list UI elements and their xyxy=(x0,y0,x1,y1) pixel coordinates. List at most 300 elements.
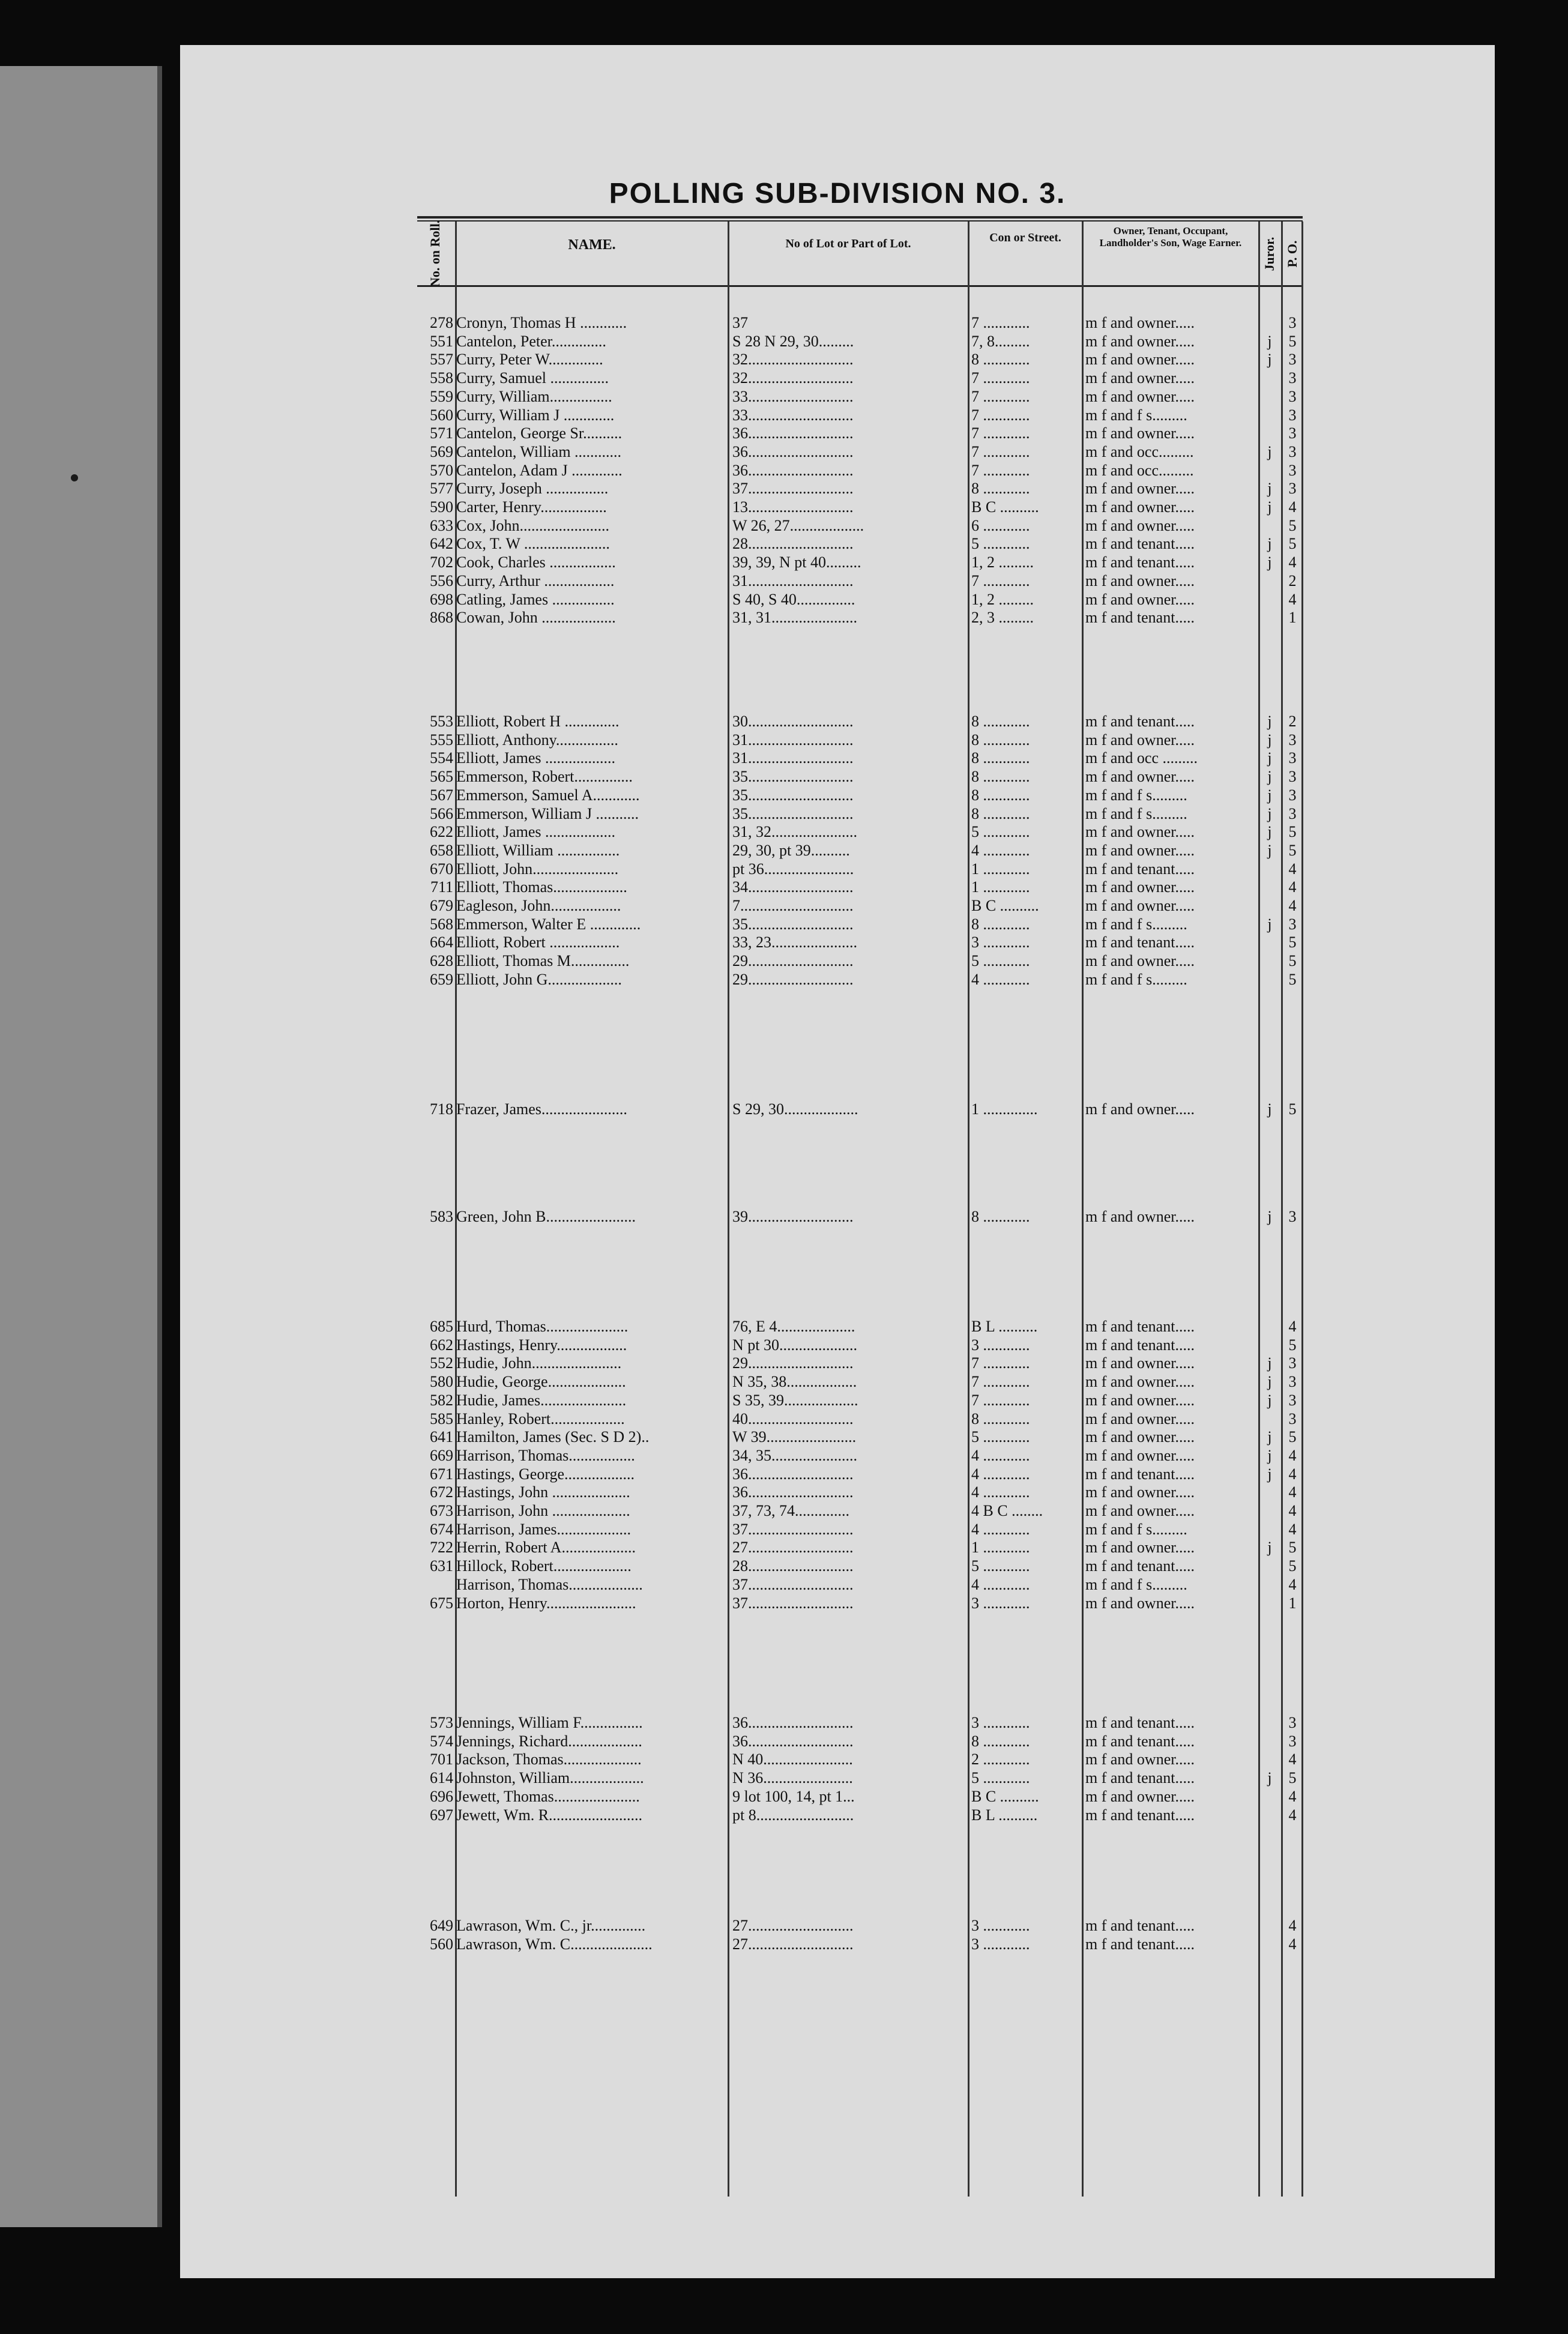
voter-row xyxy=(180,842,1495,860)
cell-occ: m f and owner..... xyxy=(1085,823,1195,841)
cell-po: 5 xyxy=(1288,970,1297,988)
cell-occ: m f and tenant..... xyxy=(1085,1935,1195,1953)
cell-occ: m f and owner..... xyxy=(1085,878,1195,896)
cell-lot: 29........................... xyxy=(732,952,854,970)
cell-lot: 36........................... xyxy=(732,424,854,442)
cell-con: 8 ............ xyxy=(971,480,1030,498)
voter-row xyxy=(180,1714,1495,1732)
cell-lot: 35........................... xyxy=(732,786,854,804)
page-gutter xyxy=(157,66,162,2227)
cell-con: 1 ............ xyxy=(971,1539,1030,1557)
cell-occ: m f and owner..... xyxy=(1085,1428,1195,1446)
cell-occ: m f and f s......... xyxy=(1085,970,1187,988)
cell-lot: 36........................... xyxy=(732,1465,854,1483)
cell-po: 3 xyxy=(1288,1391,1297,1409)
cell-roll: 552 xyxy=(430,1354,453,1372)
cell-roll: 590 xyxy=(430,498,453,516)
cell-con: B L .......... xyxy=(971,1318,1038,1335)
cell-occ: m f and owner..... xyxy=(1085,571,1195,590)
voter-row xyxy=(180,1806,1495,1824)
voter-row xyxy=(180,933,1495,951)
cell-roll: 711 xyxy=(430,878,453,896)
cell-lot: S 29, 30................... xyxy=(732,1100,858,1118)
cell-con: 3 ............ xyxy=(971,1336,1030,1354)
header-occupation: Owner, Tenant, Occupant, Landholder's Son, Wage Earner. xyxy=(1099,225,1242,249)
cell-con: 7 ............ xyxy=(971,1354,1030,1372)
voter-row xyxy=(180,1392,1495,1410)
cell-name: Hastings, George.................. xyxy=(456,1465,635,1483)
cell-occ: m f and owner..... xyxy=(1085,1483,1195,1501)
cell-occ: m f and owner..... xyxy=(1085,387,1195,405)
cell-lot: 32........................... xyxy=(732,351,854,369)
cell-roll: 577 xyxy=(430,480,453,498)
cell-name: Emmerson, Samuel A............ xyxy=(456,786,640,804)
voter-row xyxy=(180,1594,1495,1612)
cell-lot: 29........................... xyxy=(732,970,854,988)
cell-con: 7 ............ xyxy=(971,406,1030,424)
cell-occ: m f and owner..... xyxy=(1085,424,1195,442)
header-con: Con or Street. xyxy=(989,231,1061,244)
voter-row xyxy=(180,768,1495,786)
cell-roll: 868 xyxy=(430,609,453,627)
cell-name: Hudie, James...................... xyxy=(456,1391,627,1409)
voter-row xyxy=(180,1732,1495,1750)
cell-occ: m f and owner..... xyxy=(1085,1502,1195,1519)
voter-row xyxy=(180,1208,1495,1226)
cell-name: Elliott, James .................. xyxy=(456,823,616,841)
cell-lot: N 40....................... xyxy=(732,1750,853,1769)
cell-occ: m f and tenant..... xyxy=(1085,1732,1195,1750)
voter-row xyxy=(180,1465,1495,1483)
cell-roll: 571 xyxy=(430,424,453,442)
cell-con: 6 ............ xyxy=(971,516,1030,534)
cell-name: Elliott, Thomas M............... xyxy=(456,952,630,970)
cell-po: 4 xyxy=(1288,1318,1297,1335)
voter-row xyxy=(180,1788,1495,1806)
cell-occ: m f and tenant..... xyxy=(1085,609,1195,627)
cell-occ: m f and f s......... xyxy=(1085,804,1187,822)
voter-row xyxy=(180,860,1495,878)
cell-occ: m f and owner..... xyxy=(1085,590,1195,608)
cell-lot: 32........................... xyxy=(732,369,854,387)
page-title: POLLING SUB-DIVISION NO. 3. xyxy=(609,178,1066,210)
cell-con: B C .......... xyxy=(971,1787,1039,1805)
cell-po: 5 xyxy=(1288,1100,1297,1118)
cell-po: 4 xyxy=(1288,498,1297,516)
voter-row xyxy=(180,517,1495,535)
cell-roll: 556 xyxy=(430,571,453,590)
cell-occ: m f and owner..... xyxy=(1085,1594,1195,1612)
cell-jur: j xyxy=(1267,1354,1272,1372)
cell-name: Cowan, John ................... xyxy=(456,609,616,627)
top-rule xyxy=(417,216,1303,219)
cell-po: 3 xyxy=(1288,424,1297,442)
cell-con: 7 ............ xyxy=(971,571,1030,590)
cell-po: 4 xyxy=(1288,590,1297,608)
cell-po: 3 xyxy=(1288,314,1297,331)
cell-con: 3 ............ xyxy=(971,1935,1030,1953)
cell-con: 7 ............ xyxy=(971,1373,1030,1391)
cell-po: 3 xyxy=(1288,442,1297,460)
cell-occ: m f and tenant..... xyxy=(1085,1465,1195,1483)
cell-po: 4 xyxy=(1288,860,1297,878)
voter-row xyxy=(180,1750,1495,1769)
cell-occ: m f and owner..... xyxy=(1085,1208,1195,1225)
cell-roll: 580 xyxy=(430,1373,453,1391)
cell-roll: 696 xyxy=(430,1787,453,1805)
cell-con: 5 ............ xyxy=(971,952,1030,970)
cell-roll: 675 xyxy=(430,1594,453,1612)
cell-lot: 27........................... xyxy=(732,1917,854,1934)
cell-roll: 560 xyxy=(430,406,453,424)
voter-row xyxy=(180,897,1495,915)
cell-lot: N pt 30.................... xyxy=(732,1336,857,1354)
cell-con: 7 ............ xyxy=(971,387,1030,405)
cell-po: 4 xyxy=(1288,1575,1297,1593)
cell-po: 3 xyxy=(1288,749,1297,767)
voter-row xyxy=(180,1539,1495,1557)
cell-lot: 37 xyxy=(732,314,748,331)
cell-po: 3 xyxy=(1288,1732,1297,1750)
cell-name: Cox, T. W ...................... xyxy=(456,535,610,553)
cell-occ: m f and tenant..... xyxy=(1085,1769,1195,1787)
cell-name: Elliott, James .................. xyxy=(456,749,616,767)
cell-occ: m f and tenant..... xyxy=(1085,1917,1195,1934)
cell-occ: m f and owner..... xyxy=(1085,1391,1195,1409)
cell-name: Johnston, William................... xyxy=(456,1769,644,1787)
cell-po: 3 xyxy=(1288,786,1297,804)
cell-lot: 31, 31...................... xyxy=(732,609,857,627)
cell-name: Hudie, John....................... xyxy=(456,1354,622,1372)
cell-occ: m f and owner..... xyxy=(1085,480,1195,498)
cell-po: 5 xyxy=(1288,1539,1297,1557)
cell-po: 2 xyxy=(1288,713,1297,730)
cell-roll: 679 xyxy=(430,897,453,914)
cell-lot: 36........................... xyxy=(732,442,854,460)
cell-roll: 702 xyxy=(430,553,453,571)
header-rule xyxy=(417,285,1303,287)
cell-name: Curry, William J ............. xyxy=(456,406,615,424)
cell-po: 5 xyxy=(1288,952,1297,970)
cell-con: 8 ............ xyxy=(971,731,1030,749)
cell-roll: 567 xyxy=(430,786,453,804)
voter-row xyxy=(180,1447,1495,1465)
cell-jur: j xyxy=(1267,804,1272,822)
cell-lot: 36........................... xyxy=(732,1483,854,1501)
cell-con: 4 ............ xyxy=(971,970,1030,988)
cell-roll: 555 xyxy=(430,731,453,749)
voter-row xyxy=(180,1354,1495,1372)
cell-name: Emmerson, Walter E ............. xyxy=(456,915,641,933)
cell-jur: j xyxy=(1267,1446,1272,1464)
cell-con: 5 ............ xyxy=(971,1557,1030,1575)
cell-po: 5 xyxy=(1288,332,1297,350)
cell-name: Curry, Arthur .................. xyxy=(456,571,615,590)
cell-con: 8 ............ xyxy=(971,786,1030,804)
voter-row xyxy=(180,731,1495,749)
cell-po: 3 xyxy=(1288,1410,1297,1428)
cell-lot: 39........................... xyxy=(732,1208,854,1225)
voter-row xyxy=(180,952,1495,970)
cell-name: Eagleson, John.................. xyxy=(456,897,621,914)
voter-row xyxy=(180,1100,1495,1118)
cell-roll: 631 xyxy=(430,1557,453,1575)
cell-con: B L .......... xyxy=(971,1806,1038,1824)
cell-con: 7 ............ xyxy=(971,1391,1030,1409)
cell-roll: 583 xyxy=(430,1208,453,1225)
voter-row xyxy=(180,351,1495,369)
cell-con: 5 ............ xyxy=(971,1769,1030,1787)
cell-name: Cantelon, William ............ xyxy=(456,442,622,460)
cell-po: 3 xyxy=(1288,351,1297,369)
cell-po: 5 xyxy=(1288,933,1297,951)
cell-po: 4 xyxy=(1288,1750,1297,1769)
cell-jur: j xyxy=(1267,713,1272,730)
cell-name: Curry, William................ xyxy=(456,387,612,405)
cell-name: Harrison, Thomas................. xyxy=(456,1446,635,1464)
cell-po: 5 xyxy=(1288,535,1297,553)
cell-occ: m f and tenant..... xyxy=(1085,1806,1195,1824)
cell-roll: 664 xyxy=(430,933,453,951)
cell-occ: m f and occ......... xyxy=(1085,442,1194,460)
cell-po: 5 xyxy=(1288,823,1297,841)
cell-name: Cantelon, Peter.............. xyxy=(456,332,606,350)
cell-roll: 565 xyxy=(430,768,453,786)
cell-po: 5 xyxy=(1288,516,1297,534)
cell-roll: 649 xyxy=(430,1917,453,1934)
cell-lot: N 36....................... xyxy=(732,1769,853,1787)
cell-roll: 701 xyxy=(430,1750,453,1769)
cell-con: 1 ............ xyxy=(971,860,1030,878)
cell-con: 4 ............ xyxy=(971,1575,1030,1593)
voter-row xyxy=(180,1521,1495,1539)
cell-roll: 642 xyxy=(430,535,453,553)
voter-row xyxy=(180,1917,1495,1935)
cell-po: 5 xyxy=(1288,841,1297,859)
cell-lot: 37........................... xyxy=(732,1594,854,1612)
cell-con: 4 ............ xyxy=(971,1465,1030,1483)
cell-roll: 558 xyxy=(430,369,453,387)
cell-lot: 35........................... xyxy=(732,804,854,822)
cell-po: 4 xyxy=(1288,1465,1297,1483)
cell-lot: 13........................... xyxy=(732,498,854,516)
cell-po: 1 xyxy=(1288,609,1297,627)
cell-lot: S 35, 39................... xyxy=(732,1391,858,1409)
cell-name: Jewett, Thomas...................... xyxy=(456,1787,640,1805)
cell-lot: 7............................. xyxy=(732,897,854,914)
cell-name: Hillock, Robert.................... xyxy=(456,1557,632,1575)
cell-occ: m f and owner..... xyxy=(1085,498,1195,516)
cell-po: 4 xyxy=(1288,1806,1297,1824)
cell-con: 7 ............ xyxy=(971,442,1030,460)
cell-name: Elliott, Thomas................... xyxy=(456,878,627,896)
cell-roll: 671 xyxy=(430,1465,453,1483)
header-po: P. O. xyxy=(1285,240,1300,268)
voter-row xyxy=(180,878,1495,896)
cell-lot: 27........................... xyxy=(732,1539,854,1557)
cell-con: 5 ............ xyxy=(971,823,1030,841)
cell-jur: j xyxy=(1267,1100,1272,1118)
cell-lot: N 35, 38.................. xyxy=(732,1373,857,1391)
cell-roll: 641 xyxy=(430,1428,453,1446)
cell-name: Lawrason, Wm. C., jr.............. xyxy=(456,1917,646,1934)
cell-name: Harrison, James................... xyxy=(456,1520,632,1538)
cell-jur: j xyxy=(1267,1465,1272,1483)
cell-name: Carter, Henry................. xyxy=(456,498,607,516)
cell-roll: 551 xyxy=(430,332,453,350)
cell-po: 3 xyxy=(1288,1208,1297,1225)
cell-con: 3 ............ xyxy=(971,1714,1030,1731)
header-lot: No of Lot or Part of Lot. xyxy=(785,237,911,250)
voter-row xyxy=(180,480,1495,498)
voter-row xyxy=(180,388,1495,406)
cell-roll: 722 xyxy=(430,1539,453,1557)
cell-con: 8 ............ xyxy=(971,1208,1030,1225)
cell-roll: 673 xyxy=(430,1502,453,1519)
cell-con: 1 .............. xyxy=(971,1100,1038,1118)
cell-roll: 718 xyxy=(430,1100,453,1118)
cell-occ: m f and f s......... xyxy=(1085,915,1187,933)
cell-roll: 554 xyxy=(430,749,453,767)
cell-name: Harrison, John .................... xyxy=(456,1502,630,1519)
voter-row xyxy=(180,823,1495,841)
cell-roll: 568 xyxy=(430,915,453,933)
cell-roll: 633 xyxy=(430,516,453,534)
cell-occ: m f and owner..... xyxy=(1085,731,1195,749)
cell-po: 4 xyxy=(1288,1917,1297,1934)
cell-occ: m f and occ ......... xyxy=(1085,749,1198,767)
cell-roll: 582 xyxy=(430,1391,453,1409)
cell-roll: 622 xyxy=(430,823,453,841)
cell-jur: j xyxy=(1267,535,1272,553)
cell-po: 3 xyxy=(1288,369,1297,387)
cell-lot: 34, 35...................... xyxy=(732,1446,857,1464)
cell-po: 3 xyxy=(1288,1373,1297,1391)
cell-name: Horton, Henry....................... xyxy=(456,1594,636,1612)
cell-occ: m f and tenant..... xyxy=(1085,1714,1195,1731)
cell-occ: m f and owner..... xyxy=(1085,1354,1195,1372)
cell-name: Elliott, Anthony................ xyxy=(456,731,618,749)
cell-occ: m f and occ......... xyxy=(1085,461,1194,479)
cell-po: 4 xyxy=(1288,1787,1297,1805)
cell-lot: 27........................... xyxy=(732,1935,854,1953)
cell-name: Hastings, John .................... xyxy=(456,1483,630,1501)
voter-row xyxy=(180,609,1495,627)
cell-po: 4 xyxy=(1288,1446,1297,1464)
cell-roll: 697 xyxy=(430,1806,453,1824)
cell-name: Elliott, John G................... xyxy=(456,970,622,988)
cell-lot: 40........................... xyxy=(732,1410,854,1428)
cell-lot: 33, 23...................... xyxy=(732,933,857,951)
cell-occ: m f and f s......... xyxy=(1085,1575,1187,1593)
voter-row xyxy=(180,424,1495,442)
cell-jur: j xyxy=(1267,1428,1272,1446)
cell-con: 8 ............ xyxy=(971,915,1030,933)
voter-row xyxy=(180,1576,1495,1594)
cell-con: 7 ............ xyxy=(971,314,1030,331)
cell-con: 5 ............ xyxy=(971,535,1030,553)
header-juror: Juror. xyxy=(1262,237,1277,271)
cell-con: 4 B C ........ xyxy=(971,1502,1043,1519)
cell-roll: 570 xyxy=(430,461,453,479)
cell-occ: m f and owner..... xyxy=(1085,1539,1195,1557)
cell-name: Elliott, John...................... xyxy=(456,860,619,878)
cell-jur: j xyxy=(1267,786,1272,804)
cell-lot: W 39....................... xyxy=(732,1428,857,1446)
cell-po: 3 xyxy=(1288,731,1297,749)
cell-occ: m f and owner..... xyxy=(1085,314,1195,331)
cell-roll: 670 xyxy=(430,860,453,878)
left-page-edge xyxy=(0,66,162,2227)
cell-jur: j xyxy=(1267,553,1272,571)
cell-name: Cronyn, Thomas H ............ xyxy=(456,314,627,331)
binding-hole xyxy=(71,474,78,481)
cell-con: 1 ............ xyxy=(971,878,1030,896)
cell-po: 5 xyxy=(1288,1336,1297,1354)
cell-name: Harrison, Thomas................... xyxy=(456,1575,643,1593)
cell-po: 3 xyxy=(1288,804,1297,822)
cell-jur: j xyxy=(1267,1391,1272,1409)
cell-con: 7, 8......... xyxy=(971,332,1030,350)
cell-con: 7 ............ xyxy=(971,461,1030,479)
cell-con: 4 ............ xyxy=(971,1483,1030,1501)
cell-jur: j xyxy=(1267,731,1272,749)
voter-row xyxy=(180,749,1495,767)
cell-con: 1, 2 ......... xyxy=(971,553,1034,571)
cell-occ: m f and f s......... xyxy=(1085,786,1187,804)
cell-occ: m f and tenant..... xyxy=(1085,1336,1195,1354)
header-roll: No. on Roll. xyxy=(427,220,442,287)
voter-row xyxy=(180,1336,1495,1354)
voter-row xyxy=(180,314,1495,332)
voter-row xyxy=(180,1483,1495,1501)
cell-roll: 573 xyxy=(430,1714,453,1731)
voter-row xyxy=(180,786,1495,804)
cell-jur: j xyxy=(1267,768,1272,786)
voter-row xyxy=(180,1557,1495,1575)
cell-po: 4 xyxy=(1288,1935,1297,1953)
voter-row xyxy=(180,333,1495,351)
cell-con: 2 ............ xyxy=(971,1750,1030,1769)
cell-occ: m f and tenant..... xyxy=(1085,860,1195,878)
cell-lot: 37........................... xyxy=(732,1575,854,1593)
voter-row xyxy=(180,591,1495,609)
cell-po: 4 xyxy=(1288,897,1297,914)
cell-lot: 33........................... xyxy=(732,406,854,424)
cell-lot: S 28 N 29, 30......... xyxy=(732,332,854,350)
cell-roll: 674 xyxy=(430,1520,453,1538)
cell-jur: j xyxy=(1267,749,1272,767)
cell-roll: 662 xyxy=(430,1336,453,1354)
cell-occ: m f and owner..... xyxy=(1085,1100,1195,1118)
cell-occ: m f and owner..... xyxy=(1085,1446,1195,1464)
cell-lot: 37, 73, 74.............. xyxy=(732,1502,849,1519)
cell-occ: m f and tenant..... xyxy=(1085,553,1195,571)
cell-name: Green, John B....................... xyxy=(456,1208,636,1225)
cell-con: 8 ............ xyxy=(971,804,1030,822)
cell-roll: 659 xyxy=(430,970,453,988)
cell-roll: 614 xyxy=(430,1769,453,1787)
cell-po: 3 xyxy=(1288,387,1297,405)
voter-row xyxy=(180,443,1495,461)
cell-con: 8 ............ xyxy=(971,1410,1030,1428)
cell-name: Curry, Samuel ............... xyxy=(456,369,609,387)
cell-occ: m f and owner..... xyxy=(1085,332,1195,350)
cell-occ: m f and owner..... xyxy=(1085,1373,1195,1391)
cell-lot: 30........................... xyxy=(732,713,854,730)
cell-con: 3 ............ xyxy=(971,933,1030,951)
cell-lot: 36........................... xyxy=(732,461,854,479)
